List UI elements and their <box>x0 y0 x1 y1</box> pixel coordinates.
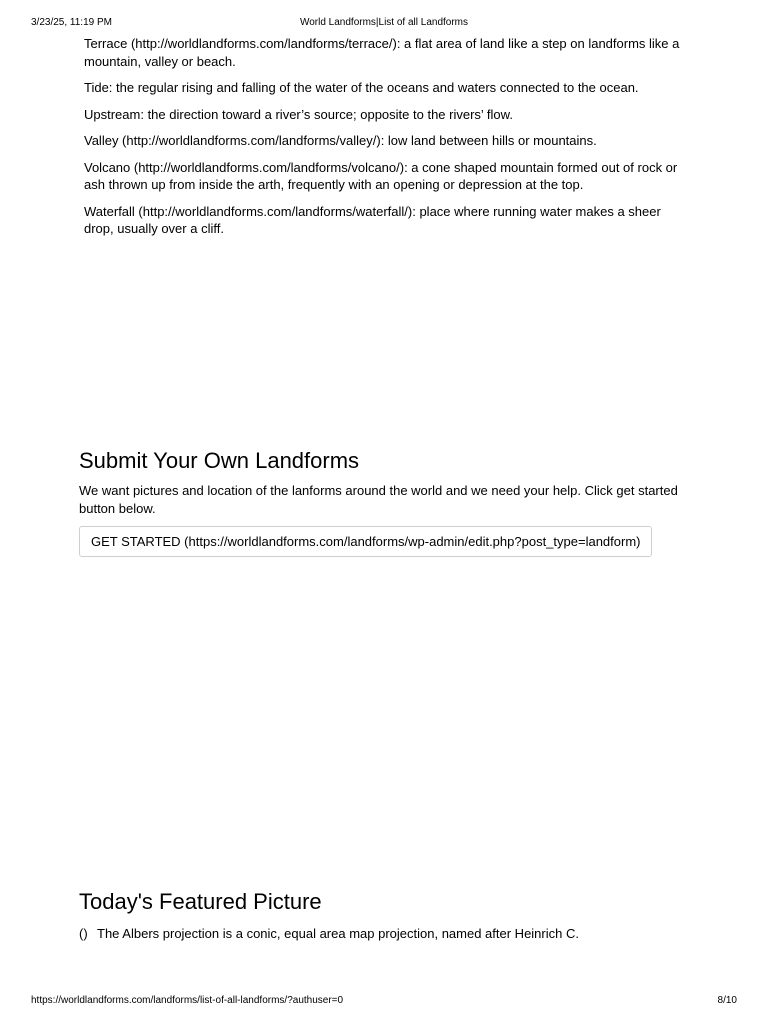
glossary-entry-upstream: Upstream: the direction toward a river’s source; opposite to the rivers’ flow. <box>84 106 513 122</box>
print-page-title: World Landforms|List of all Landforms <box>299 17 469 28</box>
submit-heading: Submit Your Own Landforms <box>79 448 360 473</box>
featured-caption: The Albers projection is a conic, equal area map projection, named after Heinrich C. <box>97 926 579 941</box>
featured-image-placeholder[interactable]: () <box>79 926 88 941</box>
submit-landforms-section <box>79 448 694 557</box>
glossary-list <box>84 35 694 247</box>
featured-heading: Today's Featured Picture <box>79 889 322 914</box>
glossary-entry-terrace[interactable]: Terrace (http://worldlandforms.com/landforms/terrace/): a flat area of land like a step on landforms like a mountain, valley or beach. <box>84 36 680 69</box>
get-started-button[interactable]: GET STARTED (https://worldlandforms.com/landforms/wp-admin/edit.php?post_type=landform) <box>79 526 652 557</box>
featured-item <box>79 925 694 942</box>
glossary-entry-volcano[interactable]: Volcano (http://worldlandforms.com/landforms/volcano/): a cone shaped mountain formed out of rock or ash thrown up from inside the arth, frequently with an opening or depression at the top. <box>84 159 678 192</box>
submit-description: We want pictures and location of the lanforms around the world and we need your help. Click get started button below. <box>79 483 678 516</box>
print-url: https://worldlandforms.com/landforms/list-of-all-landforms/?authuser=0 <box>31 995 344 1006</box>
glossary-entry-tide: Tide: the regular rising and falling of the water of the oceans and waters connected to the ocean. <box>84 80 639 95</box>
print-datetime: 3/23/25, 11:19 PM <box>31 17 112 28</box>
glossary-entry-waterfall[interactable]: Waterfall (http://worldlandforms.com/landforms/waterfall/): place where running water makes a sheer drop, usually over a cliff. <box>84 203 661 236</box>
print-footer <box>31 995 737 1009</box>
featured-picture-section <box>79 889 694 942</box>
print-header <box>31 17 737 31</box>
print-page-number: 8/10 <box>717 995 737 1006</box>
glossary-entry-valley[interactable]: Valley (http://worldlandforms.com/landforms/valley/): low land between hills or mountains. <box>84 133 597 148</box>
